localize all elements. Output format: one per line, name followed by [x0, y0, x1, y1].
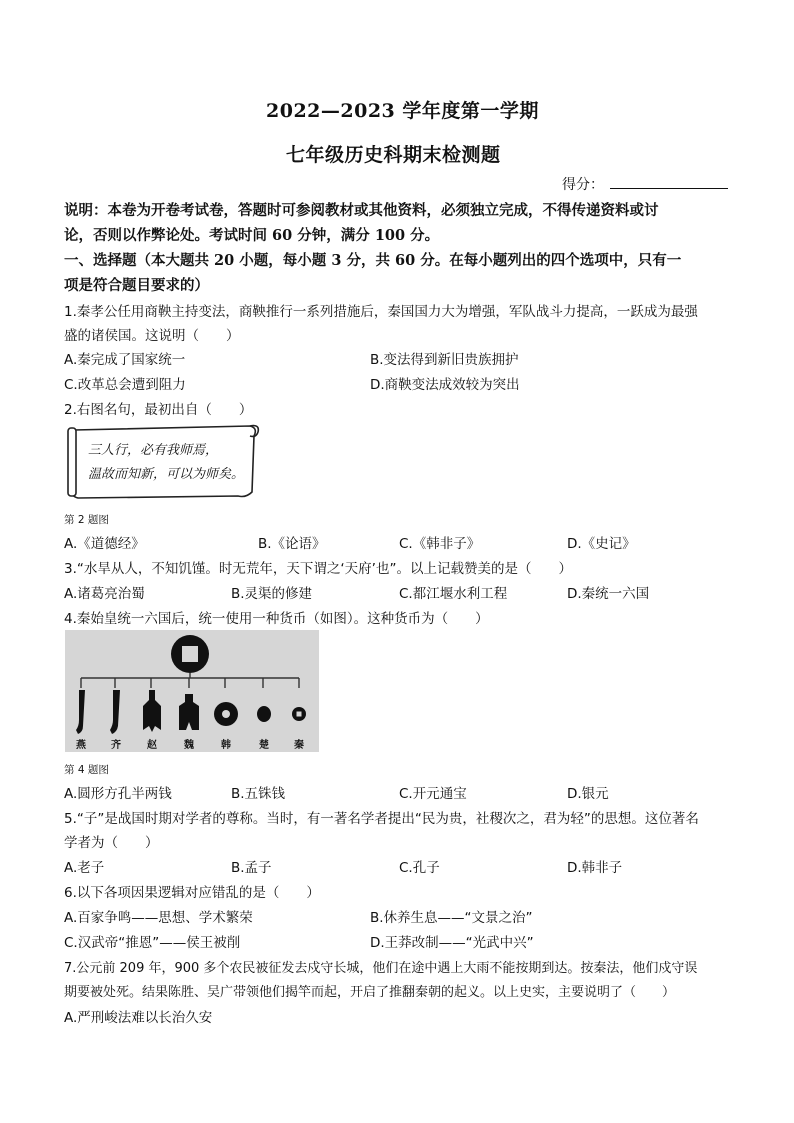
score-blank	[610, 188, 728, 189]
q4-stem: 4.秦始皇统一六国后，统一使用一种货币（如图）。这种货币为（ ）	[64, 611, 489, 627]
q5-option-d: D.韩非子	[567, 860, 623, 876]
q2-stem: 2.右图名句，最初出自（ ）	[64, 402, 253, 418]
label-qin: 秦	[294, 740, 304, 751]
q1-option-c: C.改革总会遭到阻力	[64, 377, 186, 393]
label-chu: 楚	[259, 740, 269, 751]
q7-stem-line-2: 期要被处死。结果陈胜、吴广带领他们揭竿而起，开启了推翻秦朝的起义。以上史实，主要说明了（ ）	[64, 985, 676, 1000]
q2-scroll-figure	[66, 422, 262, 502]
q6-option-d: D.王莽改制——“光武中兴”	[370, 935, 534, 951]
scroll-outline	[72, 426, 256, 498]
q3-stem: 3.“水旱从人，不知饥馑。时无荒年，天下谓之‘天府’也”。以上记载赞美的是（ ）	[64, 561, 572, 577]
exam-title-year: 2022—2023 学年度第一学期	[266, 100, 539, 122]
scroll-text-line-2: 温故而知新，可以为师矣。	[88, 467, 245, 482]
q1-option-b: B.变法得到新旧贵族拥护	[370, 352, 519, 368]
q1-stem-line-1: 1.秦孝公任用商鞅主持变法，商鞅推行一系列措施后，秦国国力大为增强，军队战斗力提高，一跃成为最强	[64, 304, 698, 320]
label-yan: 燕	[76, 740, 86, 751]
exam-title-subject: 七年级历史科期末检测题	[286, 144, 501, 166]
q3-option-b: B.灵渠的修建	[231, 586, 313, 602]
q7-stem-line-1: 7.公元前 209 年，900 多个农民被征发去戍守长城，他们在途中遇上大雨不能按期到达。按秦法，他们戍守误	[64, 961, 698, 976]
q2-option-a: A.《道德经》	[64, 536, 145, 552]
q6-stem: 6.以下各项因果逻辑对应错乱的是（ ）	[64, 885, 320, 901]
q2-option-b: B.《论语》	[258, 536, 326, 552]
q1-stem-line-2: 盛的诸侯国。这说明（ ）	[64, 328, 240, 344]
chu-antnose-coin	[257, 706, 271, 722]
q4-option-d: D.银元	[567, 786, 609, 802]
section-heading-line-1: 一、选择题（本大题共 20 小题，每小题 3 分，共 60 分。在每小题列出的四个选项中，只有一	[64, 252, 682, 269]
q5-option-a: A.老子	[64, 860, 105, 876]
q7-option-a: A.严刑峻法难以长治久安	[64, 1010, 213, 1026]
label-zhao: 赵	[147, 740, 157, 751]
label-qi: 齐	[111, 740, 121, 751]
section-heading-line-2: 项是符合题目要求的）	[64, 277, 209, 294]
q3-option-d: D.秦统一六国	[567, 586, 650, 602]
label-wei: 魏	[184, 740, 194, 751]
q1-option-a: A.秦完成了国家统一	[64, 352, 186, 368]
q4-figure-caption: 第 4 题图	[64, 764, 109, 776]
q5-option-c: C.孔子	[399, 860, 440, 876]
q4-option-b: B.五铢钱	[231, 786, 286, 802]
q6-option-a: A.百家争鸣——思想、学术繁荣	[64, 910, 253, 926]
qin-small-coin-hole	[297, 712, 302, 717]
q5-stem-line-1: 5.“子”是战国时期对学者的尊称。当时，有一著名学者提出“民为贵，社稷次之，君为轻”的思想。这位著名	[64, 811, 699, 827]
q4-coin-labels	[65, 736, 319, 752]
qin-coin-square-hole	[182, 646, 198, 662]
q4-option-a: A.圆形方孔半两钱	[64, 786, 172, 802]
q4-option-c: C.开元通宝	[399, 786, 467, 802]
label-han: 韩	[221, 740, 231, 751]
q1-option-d: D.商鞅变法成效较为突出	[370, 377, 520, 393]
scroll-left-roll	[68, 428, 76, 496]
q5-stem-line-2: 学者为（ ）	[64, 835, 159, 851]
q6-option-b: B.休养生息——“文景之治”	[370, 910, 533, 926]
q3-option-a: A.诸葛亮治蜀	[64, 586, 145, 602]
scroll-text-line-1: 三人行，必有我师焉，	[88, 443, 219, 458]
q2-option-c: C.《韩非子》	[399, 536, 481, 552]
q2-figure-caption: 第 2 题图	[64, 514, 109, 526]
q6-option-c: C.汉武帝“推恩”——侯王被削	[64, 935, 241, 951]
q5-option-b: B.孟子	[231, 860, 272, 876]
q3-option-c: C.都江堰水利工程	[399, 586, 508, 602]
instructions-line-2: 论，否则以作弊论处。考试时间 60 分钟，满分 100 分。	[64, 227, 440, 244]
score-label: 得分：	[562, 177, 604, 193]
instructions-line-1: 说明：本卷为开卷考试卷，答题时可参阅教材或其他资料，必须独立完成，不得传递资料或讨	[64, 202, 659, 219]
han-coin-hole	[222, 710, 230, 718]
q2-option-d: D.《史记》	[567, 536, 636, 552]
q4-coin-figure	[65, 630, 319, 752]
